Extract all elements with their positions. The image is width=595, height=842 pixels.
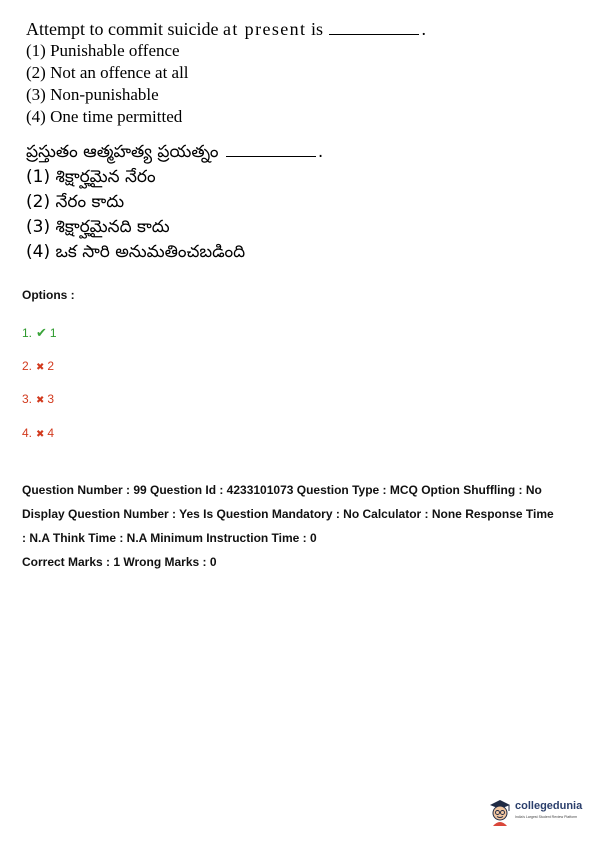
telugu-option-1: (1) శిక్షార్హమైన నేరం <box>26 167 156 187</box>
choice-number: 1. <box>22 326 33 340</box>
options-heading: Options : <box>22 288 75 302</box>
mascot-icon <box>487 797 513 827</box>
answer-blank <box>329 22 419 35</box>
question-metadata <box>22 478 582 574</box>
choice-value: 1 <box>49 326 57 340</box>
english-option-3: (3) Non-punishable <box>26 85 159 104</box>
stem-text-start: Attempt to commit suicide <box>26 19 219 39</box>
telugu-stem-period: . <box>317 142 324 162</box>
metadata-line: Display Question Number : Yes Is Question Mandatory : No Calculator : None Response Time <box>22 507 554 521</box>
english-option-1: (1) Punishable offence <box>26 41 180 60</box>
telugu-stem-text: ప్రస్తుతం ఆత్మహత్య ప్రయత్నం <box>26 142 219 162</box>
question-stem-english <box>26 18 546 40</box>
cross-icon: ✖ <box>36 362 45 373</box>
logo-wordmark: collegedunia <box>515 800 583 812</box>
choice-value: 2 <box>47 359 55 373</box>
telugu-block <box>26 140 546 265</box>
check-icon: ✔ <box>36 325 47 340</box>
choice-number: 3. <box>22 392 33 406</box>
choice-1 <box>22 325 57 341</box>
cross-icon: ✖ <box>36 429 45 440</box>
telugu-answer-blank <box>226 144 316 157</box>
choice-number: 4. <box>22 426 33 440</box>
question-block <box>26 18 546 265</box>
telugu-option-3: (3) శిక్షార్హమైనది కాదు <box>26 217 170 237</box>
telugu-option-4: (4) ఒక సారి అనుమతించబడింది <box>26 242 246 262</box>
choice-2 <box>22 359 54 373</box>
stem-text-spaced: at present <box>222 19 307 39</box>
choice-number: 2. <box>22 359 33 373</box>
logo-tagline: India's Largest Student Review Platform <box>515 815 578 819</box>
telugu-option-2: (2) నేరం కాదు <box>26 192 125 212</box>
collegedunia-logo <box>487 797 587 831</box>
metadata-line: Question Number : 99 Question Id : 4233101073 Question Type : MCQ Option Shuffling : No <box>22 483 542 497</box>
metadata-line: : N.A Think Time : N.A Minimum Instruction Time : 0 <box>22 531 317 545</box>
question-stem-telugu <box>26 140 546 165</box>
marks-line: Correct Marks : 1 Wrong Marks : 0 <box>22 555 217 569</box>
stem-period: . <box>421 19 426 39</box>
cross-icon: ✖ <box>36 395 45 406</box>
english-option-4: (4) One time permitted <box>26 107 183 126</box>
stem-text-end: is <box>310 19 323 39</box>
choice-value: 3 <box>47 392 55 406</box>
choice-3 <box>22 392 54 406</box>
choice-4 <box>22 426 54 440</box>
choice-value: 4 <box>47 426 55 440</box>
english-option-2: (2) Not an offence at all <box>26 63 189 82</box>
